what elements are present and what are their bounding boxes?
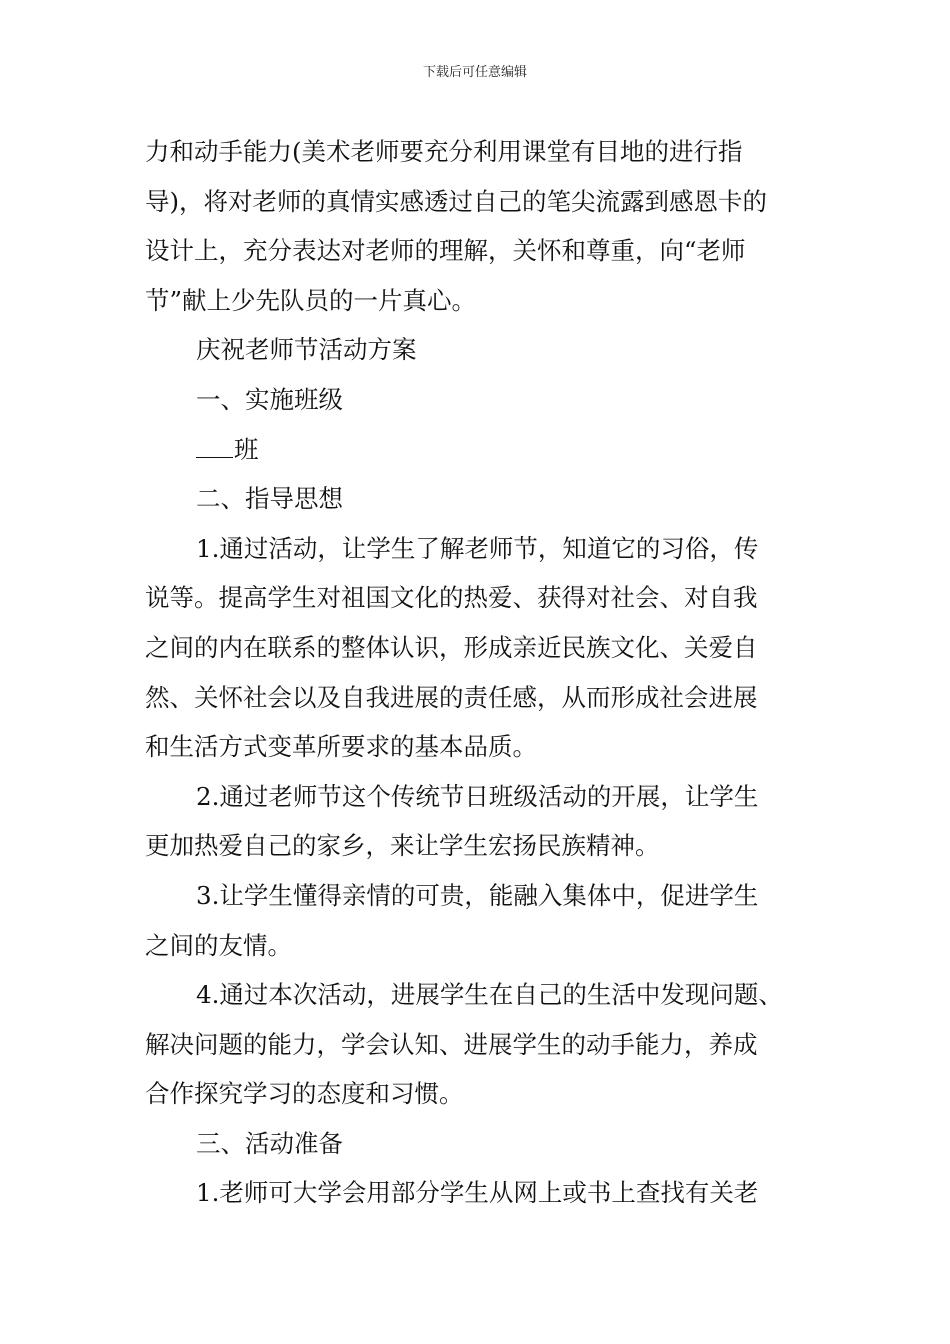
item-1-line: 说等。提高学生对祖国文化的热爱、获得对社会、对自我: [145, 583, 758, 613]
item-3-line: 之间的友情。: [145, 930, 292, 960]
section-heading-3: 三、活动准备: [196, 1128, 343, 1158]
item-4-line: 4.通过本次活动，进展学生在自己的生活中发现问题、: [196, 980, 783, 1010]
class-line: [145, 425, 810, 475]
item-3-line: 3.让学生懂得亲情的可贵，能融入集体中，促进学生: [196, 880, 759, 910]
section-heading-2: 二、指导思想: [196, 484, 343, 514]
blank-underline: [196, 425, 233, 458]
paragraph-line: 设计上，充分表达对老师的理解，关怀和尊重，向“老师: [145, 236, 746, 266]
paragraph-line: 节”献上少先队员的一片真心。: [145, 285, 477, 315]
item-1-line: 1.通过活动，让学生了解老师节，知道它的习俗，传: [196, 533, 759, 563]
item-1-line: 然、关怀社会以及自我进展的责任感，从而形成社会进展: [145, 682, 758, 712]
prep-1-line: 1.老师可大学会用部分学生从网上或书上查找有关老: [196, 1178, 759, 1208]
section-heading-1: 一、实施班级: [196, 384, 343, 414]
item-1-line: 和生活方式变革所要求的基本品质。: [145, 732, 537, 762]
document-title: 庆祝老师节活动方案: [196, 335, 417, 365]
paragraph-line: 导)，将对老师的真情实感透过自己的笔尖流露到感恩卡的: [145, 186, 768, 216]
class-suffix: 班: [234, 434, 259, 464]
page-header-note: 下载后可任意编辑: [422, 65, 527, 80]
paragraph-line: 力和动手能力(美术老师要充分利用课堂有目地的进行指: [145, 137, 743, 166]
item-1-line: 之间的内在联系的整体认识，形成亲近民族文化、关爱自: [145, 632, 758, 662]
document-body: [145, 127, 810, 1218]
item-4-line: 解决问题的能力，学会认知、进展学生的动手能力，养成: [145, 1029, 758, 1059]
item-4-line: 合作探究学习的态度和习惯。: [145, 1079, 464, 1109]
item-2-line: 更加热爱自己的家乡，来让学生宏扬民族精神。: [145, 831, 660, 861]
item-2-line: 2.通过老师节这个传统节日班级活动的开展，让学生: [196, 781, 759, 811]
